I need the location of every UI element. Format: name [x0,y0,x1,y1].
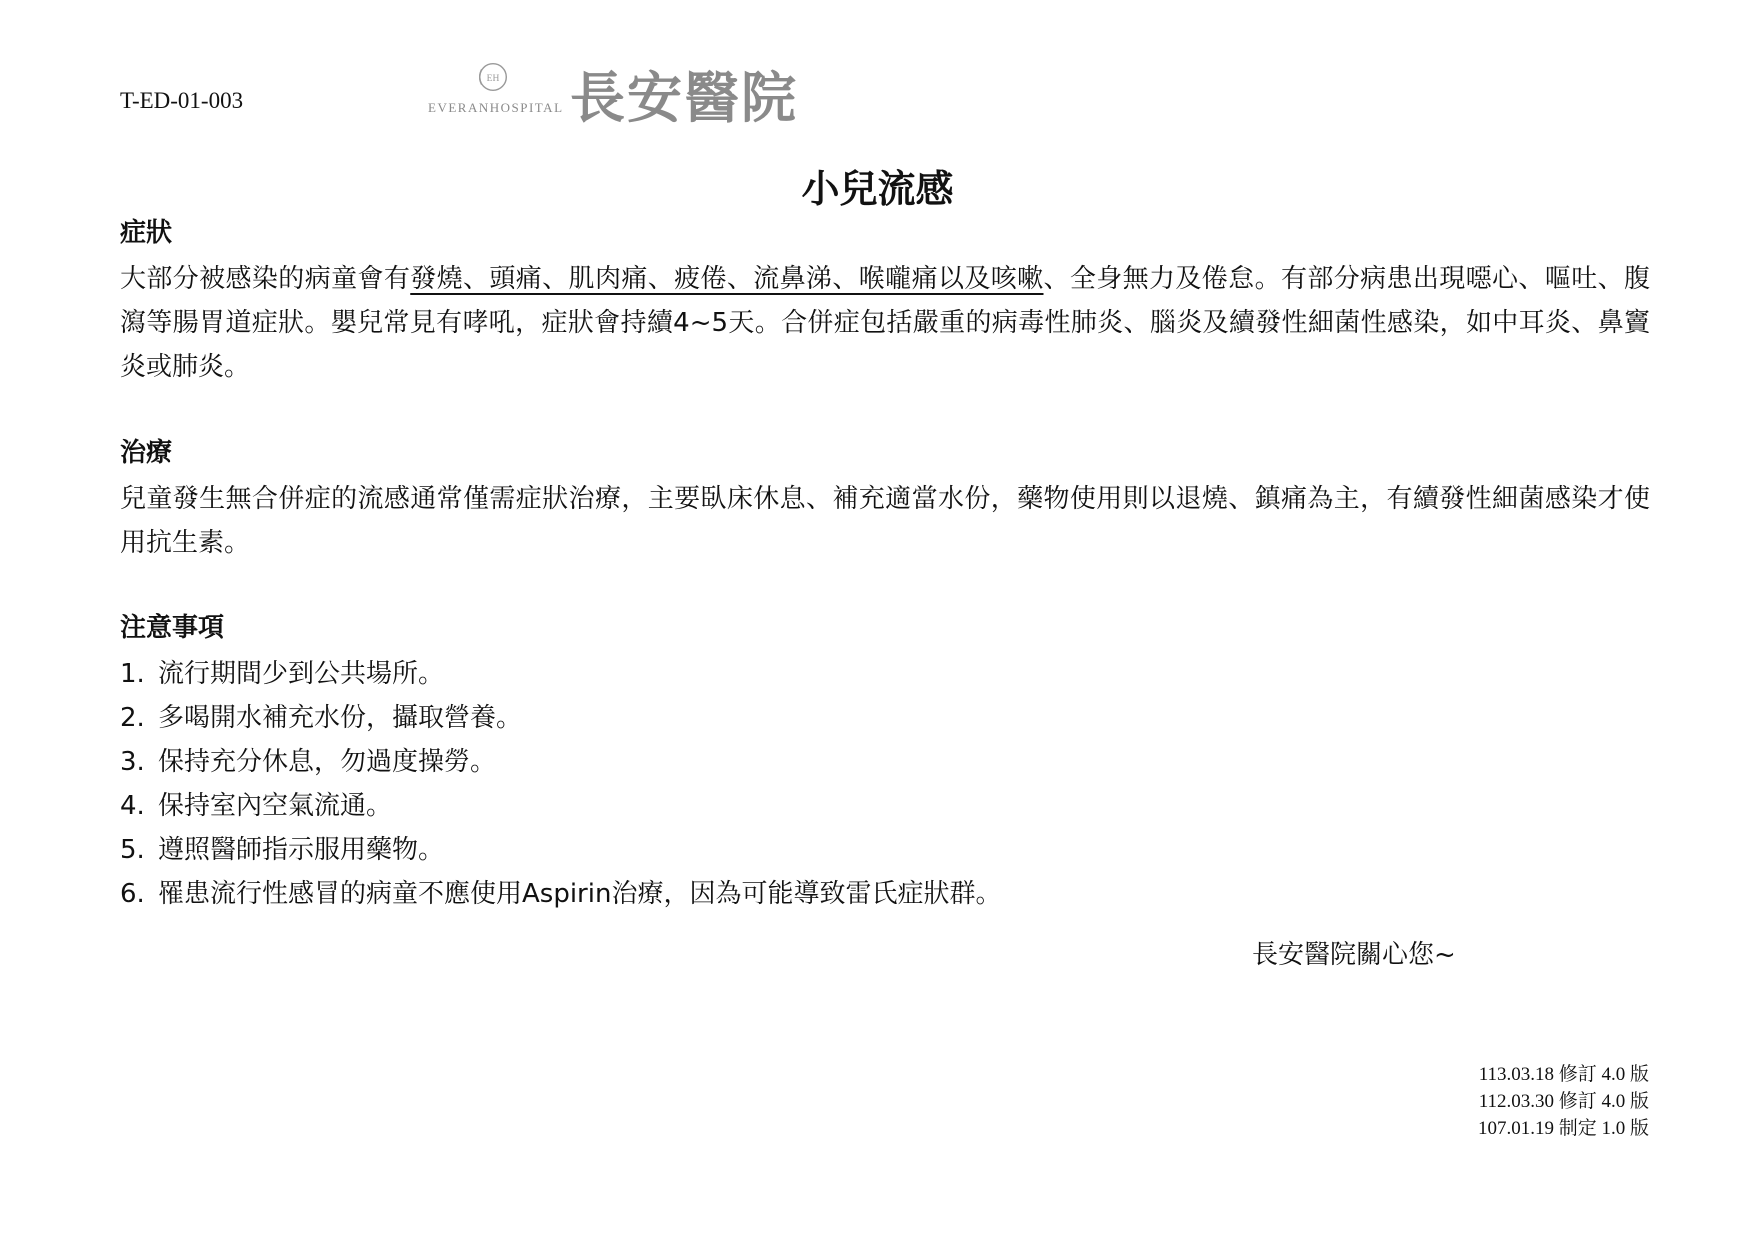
logo-english-name: EVERANHOSPITAL [428,100,564,115]
list-item-number: 1. [120,659,145,689]
closing-message: 長安醫院關心您~ [1252,940,1456,970]
hospital-emblem-icon [474,58,512,96]
page-title: 小兒流感 [801,167,954,211]
notes-section [120,606,1650,916]
revision-line: 107.01.19 制定 1.0 版 [1477,1118,1649,1139]
revision-history [1478,1061,1649,1142]
list-item-text: 罹患流行性感冒的病童不應使用Aspirin治療，因為可能導致雷氏症狀群。 [158,879,1002,909]
list-item-text: 多喝開水補充水份，攝取營養。 [158,703,523,733]
list-item [120,828,1650,872]
list-item [120,740,1650,784]
notes-list [120,652,1650,916]
list-item-text: 保持充分休息，勿過度操勞。 [158,747,497,777]
symptoms-text [120,257,1650,389]
symptoms-underlined-list: 發燒、頭痛、肌肉痛、疲倦、流鼻涕、喉嚨痛以及咳嗽 [410,264,1044,294]
symptoms-heading: 症狀 [120,218,173,248]
list-item [120,652,1650,696]
revision-line: 112.03.30 修訂 4.0 版 [1478,1091,1649,1112]
symptoms-text-post: 、全身無力及倦怠。有部分病患出現噁心、嘔吐、腹瀉等腸胃道症狀。嬰兒常見有哮吼，症狀會持續4~5天。合併症包括嚴重的病毒性肺炎、腦炎及續發性細菌性感染，如中耳炎、鼻竇炎或肺炎。 [120,264,1650,382]
list-item-text: 保持室內空氣流通。 [158,791,393,821]
list-item-number: 6. [120,879,145,909]
list-item [120,784,1650,828]
notes-heading: 注意事項 [120,613,225,643]
treatment-section [120,431,1650,565]
list-item [120,872,1650,916]
list-item-number: 5. [120,835,145,865]
hospital-logo [428,58,828,130]
list-item-number: 4. [120,791,145,821]
list-item-number: 3. [120,747,145,777]
treatment-text: 兒童發生無合併症的流感通常僅需症狀治療，主要臥床休息、補充適當水份，藥物使用則以退燒、鎮痛為主，有續發性細菌感染才使用抗生素。 [120,484,1650,558]
revision-line: 113.03.18 修訂 4.0 版 [1478,1064,1649,1085]
list-item-text: 流行期間少到公共場所。 [158,659,445,689]
list-item [120,696,1650,740]
logo-chinese-name: 長安醫院 [570,66,799,130]
document-code: T-ED-01-003 [120,88,244,113]
treatment-heading: 治療 [120,438,173,468]
symptoms-text-pre: 大部分被感染的病童會有 [120,264,411,294]
emblem-letters: EH [486,73,500,84]
list-item-number: 2. [120,703,145,733]
symptoms-section [120,211,1650,389]
list-item-text: 遵照醫師指示服用藥物。 [158,835,445,865]
